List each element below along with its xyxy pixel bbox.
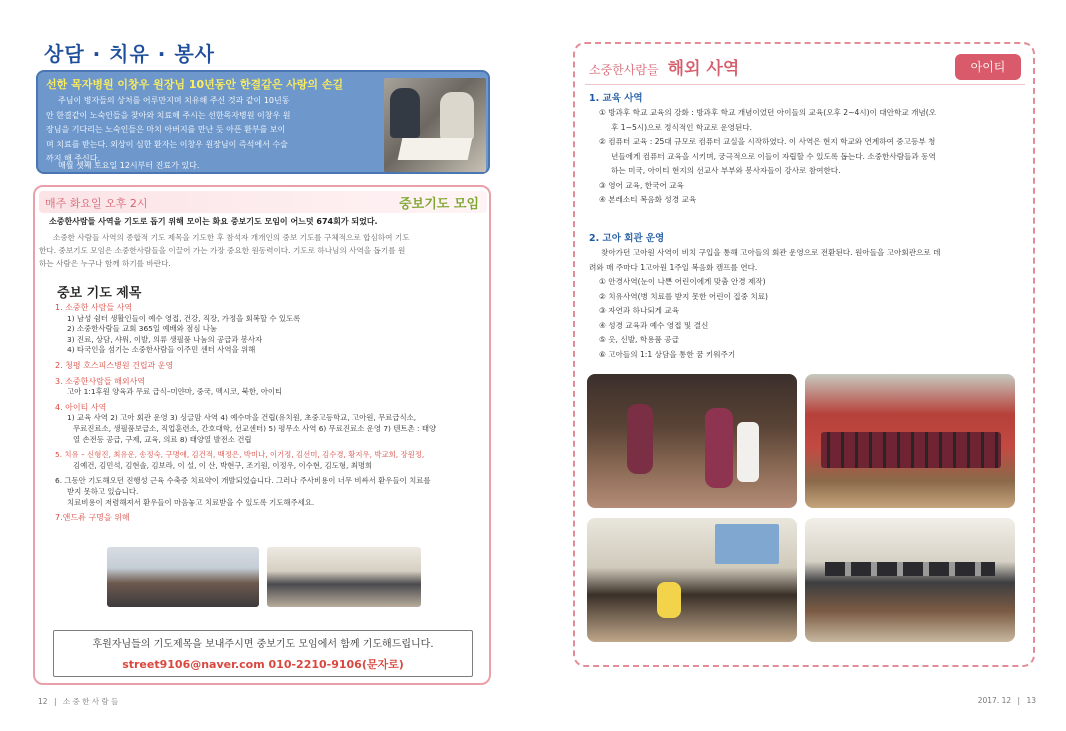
section-title — [589, 54, 739, 79]
orphan-center-item: ④ 성경 교육과 예수 영접 및 결신 — [599, 320, 709, 330]
prayer-request-text: 후원자님들의 기도제목을 보내주시면 중보기도 모임에서 함께 기도해드립니다. — [92, 639, 434, 650]
prayer-intro — [39, 231, 487, 270]
prayer-item-line: 무료진료소, 생필품보급소, 직업훈련소, 간호대학, 선교센터) 5) 평무소 사역 6) 무료진료소 운영 7) 텐트촌 : 태양 — [73, 424, 437, 433]
photo-reading-class — [587, 518, 797, 642]
prayer-item-heading: 6. 그동안 기도해오던 진행성 근육 수축증 치료약이 개발되었습니다. 그러나 주사비용이 너무 비싸서 환우들이 치료를 — [55, 476, 431, 486]
photo-classroom-girls — [587, 374, 797, 508]
magazine-name: 소 중 한 사 람 들 — [62, 697, 119, 706]
prayer-item-line: 고아 1:1후원 양육과 무료 급식–미얀마, 중국, 멕시코, 북한, 아이티 — [67, 387, 283, 397]
prayer-item-heading: 1. 소중한 사람들 사역 — [55, 303, 133, 312]
page-number: 12 — [38, 697, 48, 706]
right-page — [533, 0, 1066, 731]
footer-separator: | — [1017, 696, 1021, 705]
orphan-center-item: ⑤ 옷, 신발, 학용품 공급 — [599, 335, 679, 344]
education-item: ① 방과후 학교 교육의 강화 : 방과후 학교 개념이었던 아이들의 교육(오후 2~4시)이 대안학교 개념(오 — [599, 108, 937, 117]
education-item: ③ 영어 교육, 한국어 교육 — [599, 180, 684, 190]
clinic-photo — [384, 78, 486, 172]
overseas-box — [573, 42, 1035, 667]
footer-left — [38, 696, 118, 707]
prayer-item-line: 4) 타국인을 섬기는 소중한사람들 이주민 센터 사역을 위해 — [67, 345, 256, 355]
page-title: 상담 · 치유 · 봉사 — [44, 42, 215, 66]
orphan-center-item: ② 치유사역(병 치료를 받지 못한 어린이 집중 치료) — [599, 291, 769, 301]
prayer-item-line: 받지 못하고 있습니다. — [67, 487, 139, 496]
prayer-request-note — [53, 630, 473, 677]
orphan-center-item: 려와 매 주마다 1고아원 1주일 복음화 캠프를 연다. — [589, 262, 758, 272]
clinic-box — [36, 70, 490, 174]
clinic-line: 까지 해 주신다. — [46, 154, 100, 163]
meeting-photo-1 — [107, 547, 259, 607]
education-item: ④ 본레소티 복음화 성경 교육 — [599, 195, 697, 204]
page-number: 13 — [1026, 696, 1036, 705]
education-item: 하는 미국, 아이티 현지의 선교사 부부와 봉사자들이 강사로 참여한다. — [611, 166, 841, 175]
prayer-item-heading: 5. 치유 – 신형진, 최유운, 송정숙, 구명애, 김건적, 백정은, 박미나, 이기정, 김선미, 김수경, 황지우, 박교희, 장원정, — [55, 450, 425, 460]
prayer-intro-line: 한다. 중보기도 모임은 소중한사람들을 이끌어 가는 가장 중요한 원동력이다. 기도로 하나님의 사역을 돕기를 원 — [39, 246, 406, 255]
prayer-item-heading: 2. 청평 호스피스병원 건립과 운영 — [55, 361, 174, 370]
education-item: ② 컴퓨터 교육 : 25대 규모로 컴퓨터 교실을 시작하였다. 이 사역은 현지 학교와 연계하여 중고등부 청 — [599, 137, 936, 146]
clinic-title: 선한 목자병원 이창우 원장님 10년동안 한결같은 사랑의 손길 — [46, 78, 344, 91]
orphan-center-title: 2. 고아 회관 운영 — [589, 233, 665, 244]
footer-right — [978, 696, 1036, 705]
prayer-item-line: 2) 소중한사람들 교회 365일 예배와 점심 나눔 — [67, 324, 218, 334]
clinic-line: 안 한결같이 노숙인들을 찾아와 치료해 주시는 선한목자병원 이창우 원 — [46, 110, 291, 120]
clinic-line: 며 치료를 받는다. 외상이 심한 환자는 이창우 원장님이 즉석에서 수술 — [46, 139, 288, 149]
prayer-item-heading: 7.앤드류 구명을 위해 — [55, 513, 130, 523]
prayer-schedule: 매주 화요일 오후 2시 — [45, 197, 148, 210]
clinic-schedule: 매월 셋째 토요일 12시부터 진료가 있다. — [58, 161, 200, 170]
title-divider — [585, 84, 1025, 85]
orphan-center-item: ① 안경사역(눈이 나쁜 어린이에게 맞춤 안경 제작) — [599, 277, 766, 286]
photo-computer-class — [805, 518, 1015, 642]
prayer-header — [39, 191, 487, 213]
prayer-item-line: 치료비용이 저렴해져서 환우들이 마음놓고 치료받을 수 있도록 기도해주세요. — [67, 497, 315, 507]
prayer-item-line: 1) 교육 사역 2) 고아 회관 운영 3) 싱글맘 사역 4) 예수마을 건립(유치원, 초중고등학교, 고아원, 무료급식소, — [67, 413, 417, 423]
prayer-lead: 소중한사람들 사역을 기도로 돕기 위해 모이는 화요 중보기도 모임이 어느덧 674회가 되었다. — [49, 217, 378, 226]
prayer-item-line: 김예건, 김민석, 김현솔, 김보라, 이 설, 이 산, 박현구, 조기원, 이정우, 이수현, 김도형, 최명희 — [73, 460, 373, 470]
prayer-list-title: 중보 기도 제목 — [57, 286, 142, 301]
section-title-large: 해외 사역 — [667, 59, 740, 79]
clinic-line: 주님이 병자들의 상처를 어루만지며 치유해 주신 것과 같이 10년동 — [58, 96, 290, 105]
prayer-intro-line: 하는 사람은 누구나 함께 하기를 바란다. — [39, 259, 171, 268]
orphan-center-item: ⑥ 고아들의 1:1 상담을 통한 꿈 키워주기 — [599, 349, 736, 359]
clinic-line: 장님을 기다리는 노숙인들은 마치 아버지를 만난 듯 아픈 환부를 보이 — [46, 125, 286, 134]
footer-separator: | — [53, 697, 57, 706]
photo-students-group — [805, 374, 1015, 508]
section-title-small: 소중한사람들 — [589, 63, 659, 77]
orphan-center-item: 찾아가던 고아원 사역이 비치 구입을 통해 고아들의 회관 운영으로 전환된다. 원아들을 고아회관으로 데 — [601, 248, 941, 257]
education-item: 년들에게 컴퓨터 교육을 시키며, 궁극적으로 이들이 자립할 수 있도록 돕는다. 소중한사람들과 동역 — [611, 151, 936, 161]
prayer-intro-line: 소중한 사람들 사역의 종합적 기도 제목을 기도한 후 참석자 개개인의 중보 기도를 구체적으로 합심하여 기도 — [53, 233, 410, 242]
issue-date: 2017. 12 — [977, 696, 1012, 705]
prayer-item-line: 3) 진료, 상담, 샤워, 이발, 의류 생필품 나눔의 공급과 봉사자 — [67, 334, 263, 344]
contact-info[interactable]: street9106@naver.com 010-2210-9106(문자로) — [122, 658, 404, 671]
prayer-item-line: 1) 남성 쉼터 생활인들이 예수 영접, 건강, 직장, 가정을 회복할 수 있도록 — [67, 313, 301, 323]
meeting-photo-2 — [267, 547, 421, 607]
prayer-heading: 중보기도 모임 — [399, 197, 479, 212]
education-title: 1. 교육 사역 — [589, 93, 643, 104]
country-badge: 아이티 — [955, 54, 1021, 80]
orphan-center-item: ③ 자연과 하나되게 교육 — [599, 306, 680, 315]
prayer-item-heading: 3. 소중한사람들 해외사역 — [55, 376, 145, 386]
education-item: 후 1~5시)으로 정식적인 학교로 운영된다. — [611, 122, 753, 132]
clinic-body — [46, 94, 376, 167]
prayer-item-line: 열 손전등 공급, 구제, 교육, 의료 8) 태양열 발전소 건립 — [73, 434, 252, 444]
prayer-item-heading: 4. 아이티 사역 — [55, 402, 107, 412]
prayer-box — [33, 185, 491, 685]
